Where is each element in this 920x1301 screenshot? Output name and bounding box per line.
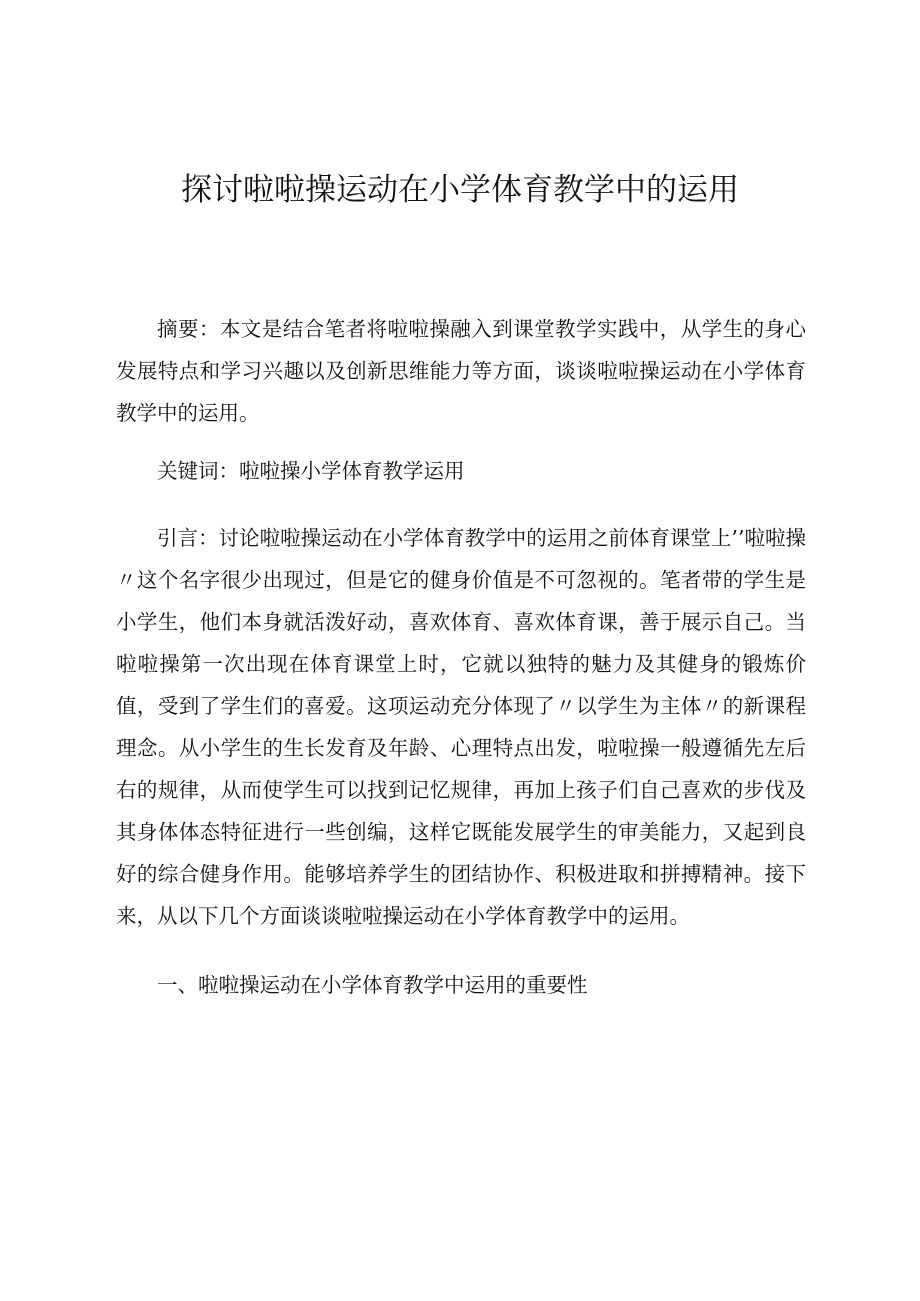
document-title: 探讨啦啦操运动在小学体育教学中的运用 xyxy=(181,172,739,208)
section-heading-1: 一、啦啦操运动在小学体育教学中运用的重要性 xyxy=(157,973,588,997)
keywords-paragraph: 关键词：啦啦操小学体育教学运用 xyxy=(157,459,465,483)
introduction-paragraph: 引言：讨论啦啦操运动在小学体育教学中的运用之前体育课堂上’’啦啦操〃这个名字很少出现过，但是它的健身价值是不可忽视的。笔者带的学生是小学生，他们本身就活泼好动，喜欢体育、喜欢体育课，善于展示自己。当啦啦操第一次出现在体育课堂上时，它就以独特的魅力及其健身的锻炼价值，受到了学生们的喜爱。这项运动充分体现了〃以学生为主体〃的新课程理念。从小学生的生长发育及年龄、心理特点出发，啦啦操一般遵循先左后右的规律，从而使学生可以找到记忆规律，再加上孩子们自己喜欢的步伐及其身体体态特征进行一些创编，这样它既能发展学生的审美能力，又起到良好的综合健身作用。能够培养学生的团结协作、积极进取和拼搏精神。接下来，从以下几个方面谈谈啦啦操运动在小学体育教学中的运用。 xyxy=(116,526,806,928)
abstract-paragraph: 摘要：本文是结合笔者将啦啦操融入到课堂教学实践中，从学生的身心发展特点和学习兴趣以及创新思维能力等方面，谈谈啦啦操运动在小学体育教学中的运用。 xyxy=(116,317,806,425)
